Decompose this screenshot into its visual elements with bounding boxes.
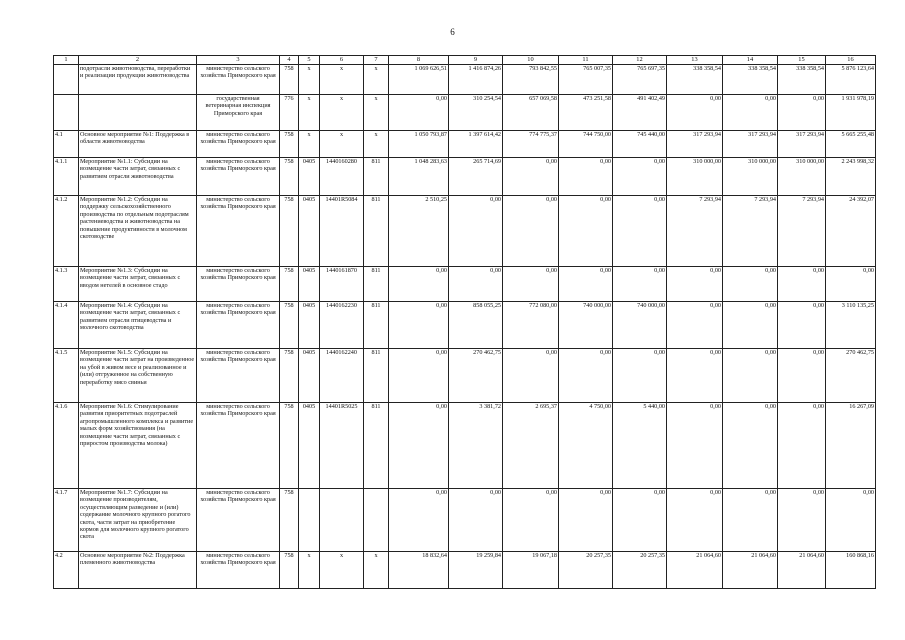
grbs-code: 758 — [280, 131, 299, 158]
year-value: 18 832,64 — [389, 552, 449, 589]
year-value: 310 000,00 — [667, 158, 723, 196]
year-value: 1 048 283,63 — [389, 158, 449, 196]
year-value: 7 293,94 — [778, 196, 826, 267]
grbs-code: 758 — [280, 302, 299, 349]
year-value: 21 064,60 — [667, 552, 723, 589]
table-row — [54, 65, 876, 95]
column-number-cell: 15 — [778, 56, 826, 65]
grbs-code: 758 — [280, 196, 299, 267]
vr-code: x — [364, 131, 389, 158]
year-value: 0,00 — [613, 267, 667, 302]
year-value: 2 510,25 — [389, 196, 449, 267]
year-value: 774 775,37 — [503, 131, 559, 158]
year-value: 0,00 — [723, 302, 778, 349]
measure-name: Мероприятие №1.2: Субсидии на поддержку сельскохозяйственного производства по отдельным подотраслям растениеводства и животноводства на повышение продуктивности в молочном скотоводстве — [79, 196, 197, 267]
table-row — [54, 552, 876, 589]
rz-pr-code: 0405 — [299, 403, 320, 489]
year-value: 0,00 — [723, 267, 778, 302]
row-number: 4.1.6 — [54, 403, 79, 489]
vr-code: 811 — [364, 196, 389, 267]
executor-name: министерство сельского хозяйства Приморского края — [197, 131, 280, 158]
year-value: 793 842,55 — [503, 65, 559, 95]
year-value: 310 000,00 — [778, 158, 826, 196]
measure-name: Мероприятие №1.6: Стимулирование развития приоритетных подотраслей агропромышленного комплекса и развитие малых форм хозяйствования (на возмещение части затрат, связанных с приростом производства молока) — [79, 403, 197, 489]
total-value: 0,00 — [826, 267, 876, 302]
year-value: 0,00 — [667, 302, 723, 349]
year-value: 0,00 — [389, 489, 449, 552]
year-value: 491 402,49 — [613, 95, 667, 131]
year-value: 0,00 — [559, 267, 613, 302]
rz-pr-code: x — [299, 552, 320, 589]
vr-code: x — [364, 552, 389, 589]
vr-code: x — [364, 95, 389, 131]
measure-name: Мероприятие №1.3: Субсидии на возмещение части затрат, связанных с вводом нетелей в основное стадо — [79, 267, 197, 302]
year-value: 0,00 — [503, 489, 559, 552]
csr-code: 1440160280 — [320, 158, 364, 196]
year-value: 0,00 — [613, 158, 667, 196]
year-value: 317 293,94 — [667, 131, 723, 158]
year-value: 338 358,54 — [667, 65, 723, 95]
column-number-cell: 12 — [613, 56, 667, 65]
year-value: 19 067,18 — [503, 552, 559, 589]
year-value: 0,00 — [559, 349, 613, 403]
year-value: 0,00 — [667, 403, 723, 489]
year-value: 0,00 — [613, 489, 667, 552]
year-value: 4 750,00 — [559, 403, 613, 489]
total-value: 270 462,75 — [826, 349, 876, 403]
csr-code: x — [320, 65, 364, 95]
year-value: 0,00 — [449, 267, 503, 302]
row-number: 4.1.1 — [54, 158, 79, 196]
year-value: 740 000,00 — [613, 302, 667, 349]
executor-name: министерство сельского хозяйства Приморского края — [197, 196, 280, 267]
executor-name: государственная ветеринарная инспекция Приморского края — [197, 95, 280, 131]
year-value: 0,00 — [559, 158, 613, 196]
row-number — [54, 65, 79, 95]
table-row — [54, 403, 876, 489]
year-value: 265 714,69 — [449, 158, 503, 196]
year-value: 0,00 — [667, 267, 723, 302]
table-row — [54, 196, 876, 267]
year-value: 0,00 — [449, 489, 503, 552]
measure-name: подотрасли животноводства, переработки и реализации продукции животноводства — [79, 65, 197, 95]
year-value: 740 000,00 — [559, 302, 613, 349]
year-value: 7 293,94 — [723, 196, 778, 267]
row-number: 4.1 — [54, 131, 79, 158]
year-value: 1 397 614,42 — [449, 131, 503, 158]
measure-name: Мероприятие №1.5: Субсидии на возмещение части затрат на произведенное на убой в живом весе и реализованное и (или) отгруженное на собственную переработку мясо свиньи — [79, 349, 197, 403]
year-value: 1 069 626,51 — [389, 65, 449, 95]
column-number-cell: 11 — [559, 56, 613, 65]
year-value: 0,00 — [778, 267, 826, 302]
year-value: 0,00 — [389, 267, 449, 302]
total-value: 0,00 — [826, 489, 876, 552]
year-value: 0,00 — [389, 302, 449, 349]
rz-pr-code: 0405 — [299, 302, 320, 349]
executor-name: министерство сельского хозяйства Приморского края — [197, 65, 280, 95]
year-value: 0,00 — [723, 349, 778, 403]
table-row — [54, 131, 876, 158]
executor-name: министерство сельского хозяйства Приморского края — [197, 552, 280, 589]
column-number-cell: 4 — [280, 56, 299, 65]
csr-code: x — [320, 552, 364, 589]
year-value: 0,00 — [503, 267, 559, 302]
grbs-code: 758 — [280, 65, 299, 95]
year-value: 2 695,37 — [503, 403, 559, 489]
year-value: 0,00 — [723, 95, 778, 131]
total-value: 5 876 123,64 — [826, 65, 876, 95]
column-number-cell: 9 — [449, 56, 503, 65]
column-number-cell: 8 — [389, 56, 449, 65]
rz-pr-code: x — [299, 95, 320, 131]
vr-code: 811 — [364, 302, 389, 349]
grbs-code: 758 — [280, 349, 299, 403]
grbs-code: 758 — [280, 158, 299, 196]
column-number-cell: 16 — [826, 56, 876, 65]
year-value: 338 358,54 — [723, 65, 778, 95]
rz-pr-code — [299, 489, 320, 552]
measure-name: Мероприятие №1.7: Субсидии на возмещение производителям, осуществляющим разведение и (или) содержание молочного крупного рогатого скота, части затрат на приобретение кормов для молочного крупного рогатого скота — [79, 489, 197, 552]
year-value: 0,00 — [778, 349, 826, 403]
year-value: 0,00 — [778, 489, 826, 552]
rz-pr-code: 0405 — [299, 158, 320, 196]
table-row — [54, 267, 876, 302]
executor-name: министерство сельского хозяйства Приморского края — [197, 267, 280, 302]
csr-code: 14401R5084 — [320, 196, 364, 267]
executor-name: министерство сельского хозяйства Приморского края — [197, 349, 280, 403]
budget-table — [53, 55, 876, 589]
year-value: 0,00 — [613, 349, 667, 403]
table-row — [54, 349, 876, 403]
row-number: 4.1.2 — [54, 196, 79, 267]
column-number-cell: 6 — [320, 56, 364, 65]
csr-code — [320, 489, 364, 552]
grbs-code: 758 — [280, 267, 299, 302]
csr-code: 1440162230 — [320, 302, 364, 349]
year-value: 0,00 — [723, 489, 778, 552]
grbs-code: 758 — [280, 552, 299, 589]
year-value: 0,00 — [559, 196, 613, 267]
column-number-cell: 2 — [79, 56, 197, 65]
year-value: 5 440,00 — [613, 403, 667, 489]
total-value: 5 665 255,48 — [826, 131, 876, 158]
column-number-cell: 1 — [54, 56, 79, 65]
year-value: 0,00 — [503, 158, 559, 196]
year-value: 1 416 874,26 — [449, 65, 503, 95]
year-value: 0,00 — [667, 489, 723, 552]
year-value: 0,00 — [613, 196, 667, 267]
year-value: 744 750,00 — [559, 131, 613, 158]
year-value: 21 064,60 — [778, 552, 826, 589]
executor-name: министерство сельского хозяйства Приморского края — [197, 302, 280, 349]
year-value: 0,00 — [449, 196, 503, 267]
year-value: 338 358,54 — [778, 65, 826, 95]
rz-pr-code: 0405 — [299, 267, 320, 302]
grbs-code: 758 — [280, 489, 299, 552]
table-row — [54, 302, 876, 349]
year-value: 0,00 — [389, 349, 449, 403]
year-value: 0,00 — [778, 302, 826, 349]
executor-name: министерство сельского хозяйства Приморского края — [197, 403, 280, 489]
year-value: 20 257,35 — [559, 552, 613, 589]
row-number: 4.1.3 — [54, 267, 79, 302]
total-value: 2 243 998,32 — [826, 158, 876, 196]
measure-name: Основное мероприятие №2: Поддержка племенного животноводства — [79, 552, 197, 589]
column-number-row — [54, 56, 876, 65]
measure-name: Мероприятие №1.1: Субсидии на возмещение части затрат, связанных с развитием отрасли животноводства — [79, 158, 197, 196]
year-value: 310 254,54 — [449, 95, 503, 131]
row-number: 4.2 — [54, 552, 79, 589]
year-value: 310 000,00 — [723, 158, 778, 196]
year-value: 0,00 — [667, 349, 723, 403]
measure-name: Основное мероприятие №1: Поддержка в области животноводства — [79, 131, 197, 158]
csr-code: x — [320, 95, 364, 131]
csr-code: 1440161870 — [320, 267, 364, 302]
table-row — [54, 158, 876, 196]
column-number-cell: 7 — [364, 56, 389, 65]
rz-pr-code: x — [299, 131, 320, 158]
vr-code — [364, 489, 389, 552]
rz-pr-code: 0405 — [299, 349, 320, 403]
measure-name: Мероприятие №1.4: Субсидии на возмещение части затрат, связанных с развитием отрасли птицеводства и молочного скотоводства — [79, 302, 197, 349]
year-value: 0,00 — [503, 349, 559, 403]
column-number-cell: 13 — [667, 56, 723, 65]
year-value: 0,00 — [778, 403, 826, 489]
year-value: 21 064,60 — [723, 552, 778, 589]
year-value: 317 293,94 — [778, 131, 826, 158]
page-number: 6 — [450, 27, 455, 37]
year-value: 657 069,58 — [503, 95, 559, 131]
grbs-code: 776 — [280, 95, 299, 131]
year-value: 0,00 — [389, 403, 449, 489]
column-number-cell: 3 — [197, 56, 280, 65]
year-value: 270 462,75 — [449, 349, 503, 403]
total-value: 1 931 978,19 — [826, 95, 876, 131]
column-number-cell: 5 — [299, 56, 320, 65]
column-number-cell: 10 — [503, 56, 559, 65]
total-value: 24 392,07 — [826, 196, 876, 267]
vr-code: 811 — [364, 349, 389, 403]
year-value: 0,00 — [503, 196, 559, 267]
executor-name: министерство сельского хозяйства Приморского края — [197, 489, 280, 552]
year-value: 3 381,72 — [449, 403, 503, 489]
year-value: 0,00 — [778, 95, 826, 131]
csr-code: 1440162240 — [320, 349, 364, 403]
year-value: 0,00 — [667, 95, 723, 131]
vr-code: 811 — [364, 267, 389, 302]
row-number — [54, 95, 79, 131]
executor-name: министерство сельского хозяйства Приморского края — [197, 158, 280, 196]
year-value: 765 697,35 — [613, 65, 667, 95]
total-value: 16 267,09 — [826, 403, 876, 489]
grbs-code: 758 — [280, 403, 299, 489]
vr-code: 811 — [364, 158, 389, 196]
table-row — [54, 489, 876, 552]
vr-code: x — [364, 65, 389, 95]
year-value: 0,00 — [723, 403, 778, 489]
year-value: 19 259,84 — [449, 552, 503, 589]
year-value: 772 080,00 — [503, 302, 559, 349]
total-value: 160 868,16 — [826, 552, 876, 589]
column-number-cell: 14 — [723, 56, 778, 65]
rz-pr-code: 0405 — [299, 196, 320, 267]
year-value: 473 251,58 — [559, 95, 613, 131]
measure-name — [79, 95, 197, 131]
csr-code: x — [320, 131, 364, 158]
row-number: 4.1.7 — [54, 489, 79, 552]
total-value: 3 110 135,25 — [826, 302, 876, 349]
vr-code: 811 — [364, 403, 389, 489]
year-value: 317 293,94 — [723, 131, 778, 158]
year-value: 1 050 793,87 — [389, 131, 449, 158]
csr-code: 14401R5025 — [320, 403, 364, 489]
row-number: 4.1.4 — [54, 302, 79, 349]
year-value: 0,00 — [389, 95, 449, 131]
year-value: 858 055,25 — [449, 302, 503, 349]
rz-pr-code: x — [299, 65, 320, 95]
year-value: 0,00 — [559, 489, 613, 552]
row-number: 4.1.5 — [54, 349, 79, 403]
year-value: 20 257,35 — [613, 552, 667, 589]
year-value: 7 293,94 — [667, 196, 723, 267]
year-value: 745 440,00 — [613, 131, 667, 158]
year-value: 765 007,35 — [559, 65, 613, 95]
table-row — [54, 95, 876, 131]
